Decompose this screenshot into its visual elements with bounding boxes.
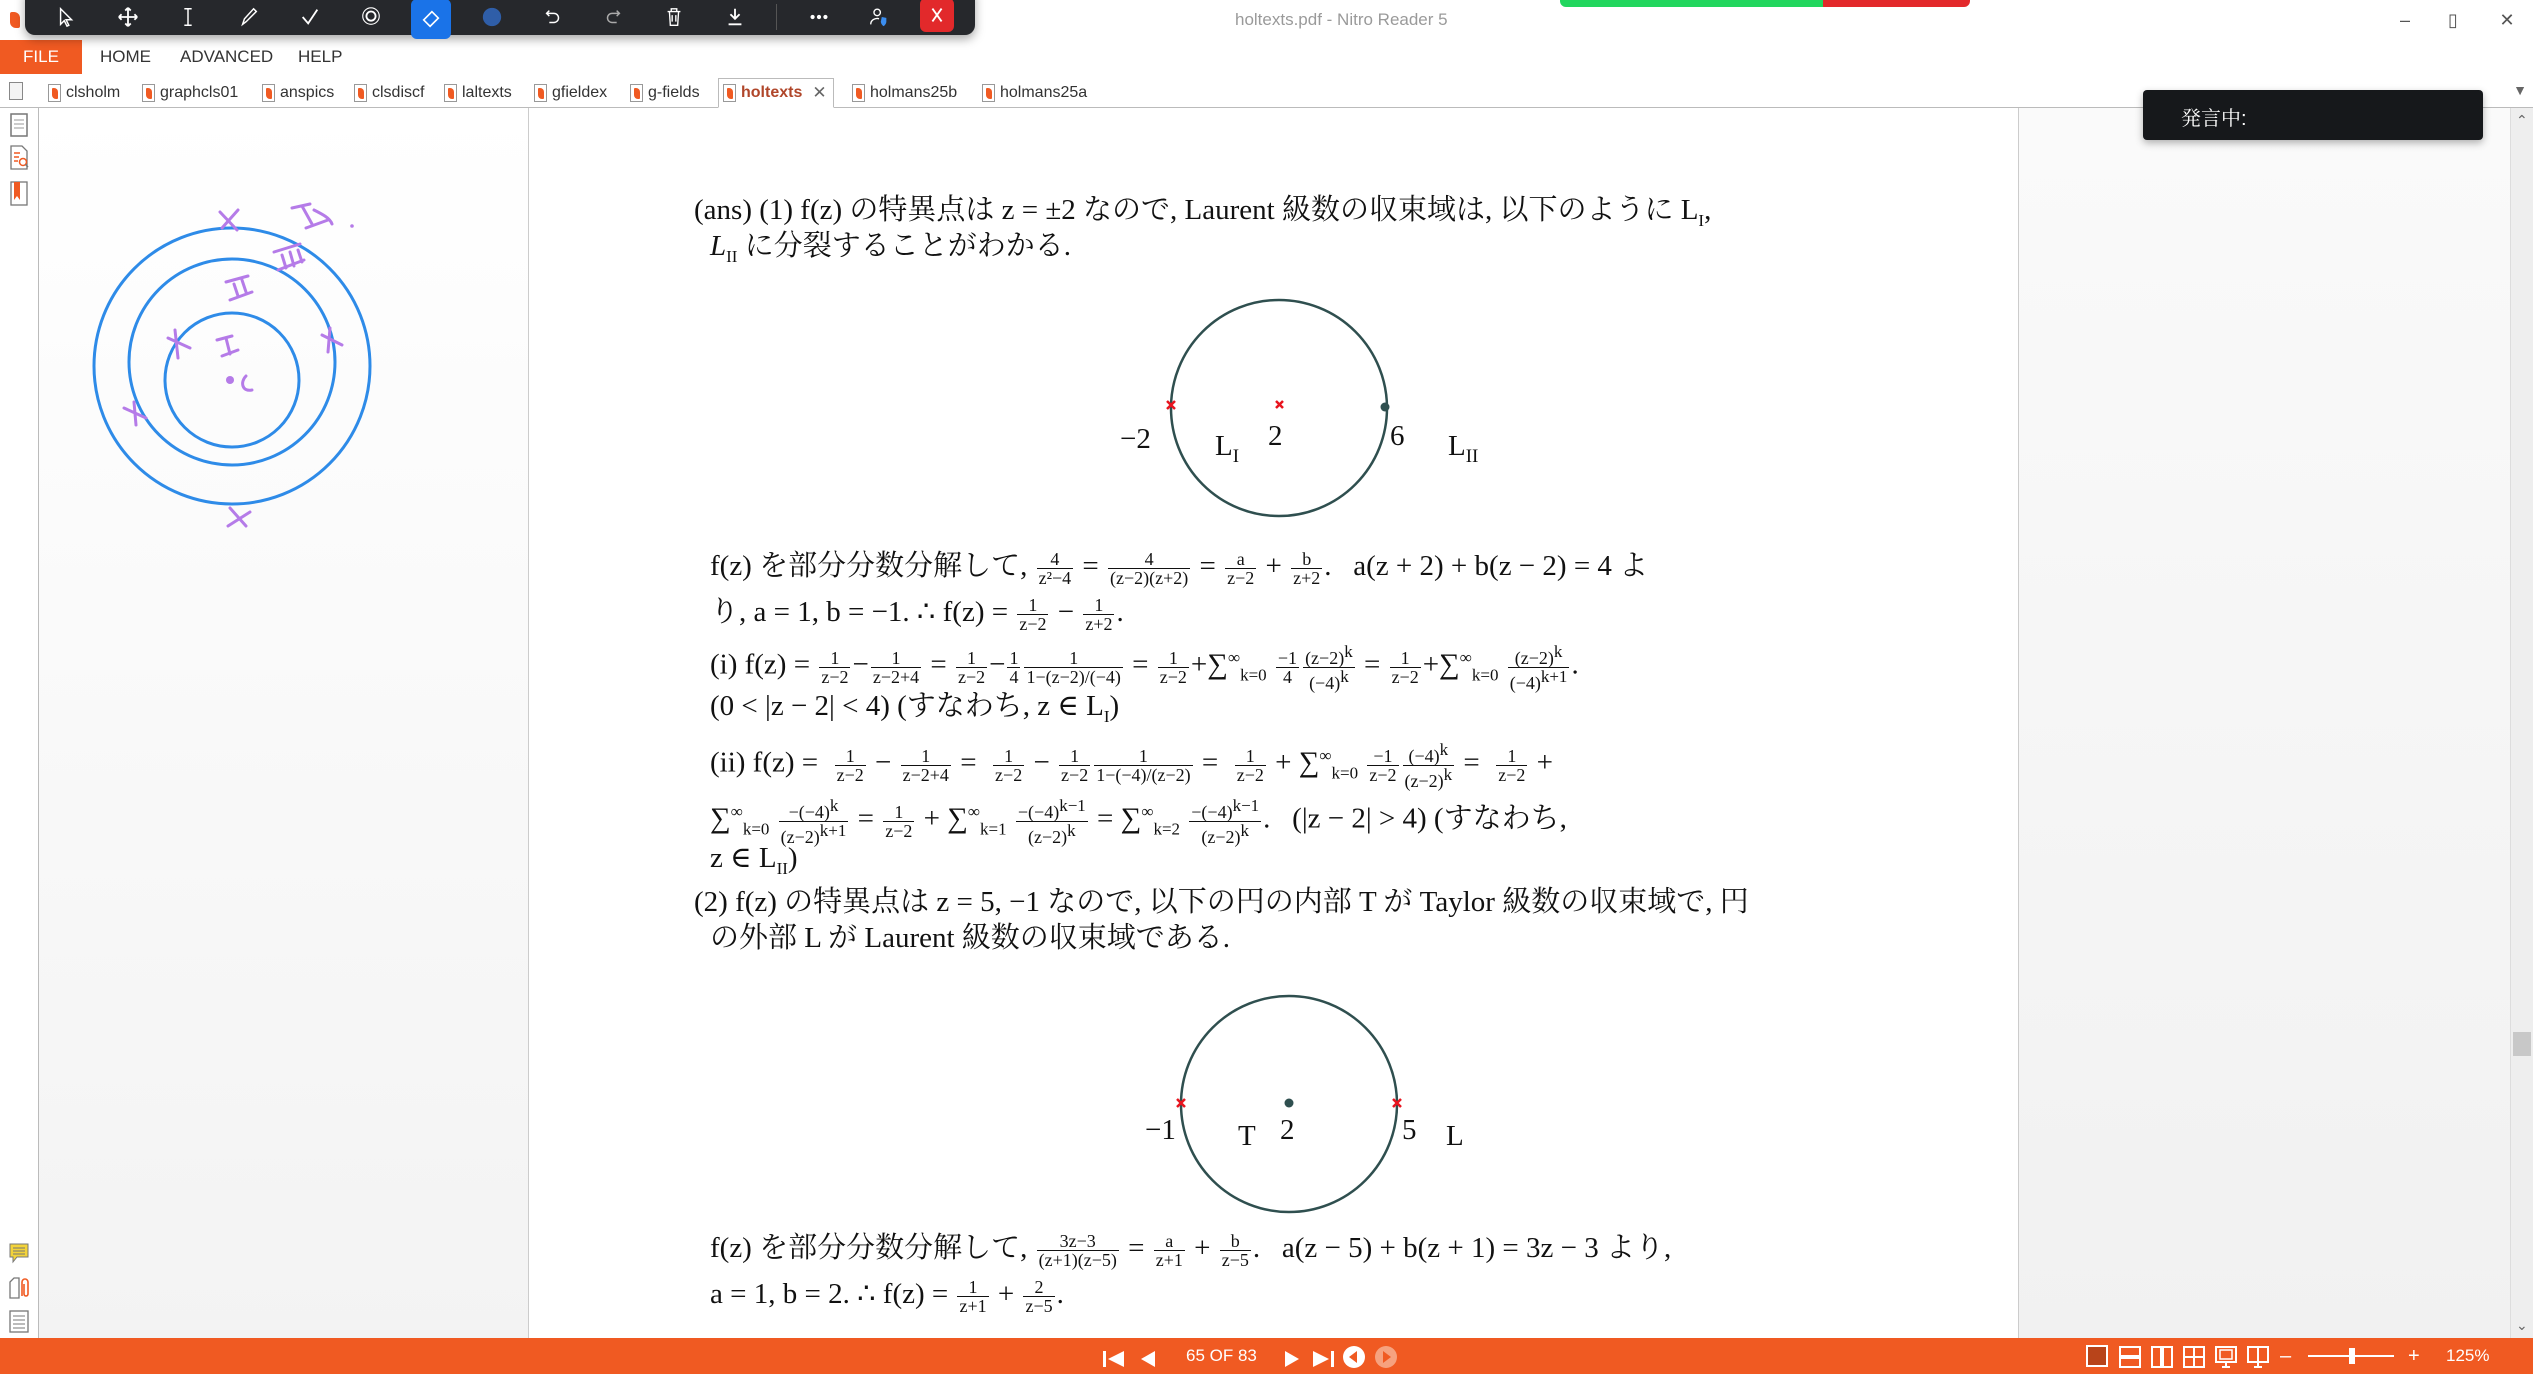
text: a(z + 2) + b(z − 2) = 4 よ [1353,550,1649,582]
label-region-LI: $L_I$ [1215,430,1240,467]
nitro-logo-icon [10,12,20,28]
next-page-icon[interactable] [1282,1347,1302,1371]
tab-label: g-fields [648,84,700,101]
figure-circle [1090,990,1470,1220]
text: L [710,230,727,262]
view-cover-continuous-icon[interactable] [2246,1345,2270,1369]
navigation-pane-strip [0,108,39,1338]
next-view-icon[interactable] [1374,1345,1398,1369]
label-minus-2: −2 [1120,423,1151,455]
partial-fraction-1-line1: f(z) を部分分数分解して, $\frac{4}{\text{z²−4}}$ = $\frac{4}{(z-2)(z+2)}$ = $\frac{a}{z-2}$ + $\frac{b}{z+2}$ . a(z + 2) + b(z − 2) = 4 よ [710,548,1649,588]
tab-holmans25b[interactable] [848,78,963,108]
text: り, a = 1, b = −1. ∴ f(z) = [710,596,1009,628]
case-ii-expansion-line1: (ii) f(z) = $\frac{1}{z-2}$ − $\frac{1}{z-2+4}$ = $\frac{1}{z-2}$ − $\frac{1}{z-2}$ $\frac{1}{1-(-4)/(z-2)}$ = $\frac{1}{z-2}$ + $\sum^\infty_{k=0}$ $\frac{-1}{z-2}$ $\frac{(-4)^k}{(z-2)^k}$ = $\frac{1}{z-2}$ + [710,739,1553,791]
text: (|z − 2| > 4) (すなわち, [1292,802,1567,835]
tab-label: clsholm [66,84,121,101]
label-center-2: 2 [1280,1114,1295,1146]
menu-help[interactable]: HELP [298,47,343,66]
text: a(z − 5) + b(z + 1) = 3z − 3 より, [1281,1232,1672,1264]
text: z ∈ L [710,842,777,874]
tab-anspics[interactable] [258,78,340,108]
undo-icon [542,6,564,28]
figure-taylor-region [1090,990,1470,1220]
pdf-file-icon [354,84,367,102]
close-window-button[interactable]: ✕ [2499,10,2515,30]
label-region-T: T [1238,1120,1256,1152]
tab-label: holtexts [741,84,803,101]
undo-button[interactable] [533,0,573,34]
select-tool-button[interactable] [47,0,87,34]
scroll-up-arrow-icon[interactable]: ⌃ [2516,112,2528,128]
pdf-file-icon [723,84,736,102]
annotation-toolbar [25,0,975,35]
vertical-scrollbar[interactable] [2510,108,2533,1338]
close-tab-button[interactable]: ✕ [812,83,827,102]
text: f(z) を部分分数分解して, [710,550,1028,582]
tab-label: holmans25b [870,84,958,101]
tab-laltexts[interactable] [440,78,518,108]
comments-icon[interactable] [7,1240,31,1268]
last-page-icon[interactable] [1310,1347,1336,1371]
toolbar-divider [776,4,777,30]
pdf-file-icon [630,84,643,102]
close-icon [926,4,948,26]
minimize-button[interactable]: – [2399,10,2410,30]
label-region-L: L [1446,1120,1464,1152]
label-5: 5 [1402,1114,1417,1146]
scrollbar-thumb[interactable] [2513,1032,2531,1056]
tab-list-button[interactable] [9,82,23,100]
pdf-page [530,108,2018,1338]
zoom-slider-thumb[interactable] [2349,1348,2355,1364]
select-arrow-icon [56,6,78,28]
list-icon[interactable] [7,1308,31,1336]
tab-holmans25a[interactable] [978,78,1093,108]
redo-icon [602,6,624,28]
fraction: $\frac{4}{\text{z²−4}}$ [1038,548,1072,588]
check-icon [299,6,321,28]
menu-home[interactable]: HOME [100,47,151,66]
label-region-LII: $L_{II}$ [1448,430,1479,467]
tab-clsholm[interactable] [44,78,126,108]
pen-tool-button[interactable] [229,0,269,34]
text: に分裂することがわかる. [737,230,1071,262]
subscript: II [726,246,738,266]
answer-intro-line2 [710,228,1071,275]
subscript: I [1103,706,1110,726]
page-indicator[interactable]: 65 OF 83 [1186,1346,1257,1365]
label-minus-1: −1 [1145,1114,1176,1146]
comma: , [1704,194,1712,226]
fraction: $\frac{4}{(z-2)(z+2)}$ [1110,548,1189,588]
tab-graphcls01[interactable] [138,78,244,108]
zoom-out-button[interactable]: – [2280,1345,2292,1367]
tab-label: holmans25a [1000,84,1088,101]
spotlight-tool-button[interactable] [351,0,391,34]
subscript: I [1698,210,1705,230]
handwritten-region-diagram [60,180,400,540]
text: (ii) f(z) = [710,746,819,779]
tab-label: clsdiscf [372,84,425,101]
trash-icon [663,6,685,28]
tab-label: laltexts [462,84,512,101]
download-icon [724,6,746,28]
tab-label: graphcls01 [160,84,239,101]
ribbon-menu [0,40,2533,74]
more-options-button[interactable] [799,0,839,34]
part-2-line1: (2) f(z) の特異点は z = 5, −1 なので, 以下の円の内部 T が Taylor 級数の収束域で, 円 [694,886,1749,918]
view-continuous-icon[interactable] [2118,1345,2142,1369]
partial-fraction-2-line1: f(z) を部分分数分解して, $\frac{3z-3}{(z+1)(z-5)}$ = $\frac{a}{z+1}$ + $\frac{b}{z-5}$ . a(z − 5) + b(z + 1) = 3z − 3 より, [710,1230,1672,1270]
pdf-file-icon [534,84,547,102]
recording-indicator [1560,0,1970,7]
fraction: $\frac{b}{z+2}$ [1293,548,1321,588]
more-icon [808,6,830,28]
pdf-file-icon [142,84,155,102]
check-tool-button[interactable] [290,0,330,34]
pdf-file-icon [48,84,61,102]
label-6: 6 [1390,420,1405,452]
eraser-tool-button[interactable] [411,0,451,39]
close-toolbar-button[interactable] [920,0,954,32]
part-2-line2: の外部 L が Laurent 級数の収束域である. [710,922,1231,954]
label-center-2: 2 [1268,420,1283,452]
pdf-file-icon [982,84,995,102]
user-shield-icon [868,6,890,28]
zoom-in-button[interactable]: + [2408,1345,2420,1367]
zoom-level[interactable]: 125% [2446,1346,2490,1365]
figure-circle [1080,298,1470,538]
maximize-button[interactable]: ▯ [2448,10,2458,30]
page-thumbnails-icon[interactable] [7,112,31,140]
menu-file[interactable]: FILE [0,40,82,74]
figure-laurent-regions [1080,298,1479,538]
tab-gfieldex[interactable] [530,78,613,108]
move-icon [117,6,139,28]
text-tool-button[interactable] [168,0,208,34]
fraction: $\frac{a}{z-2}$ [1227,548,1255,588]
search-document-icon[interactable] [7,144,31,172]
pdf-file-icon [444,84,457,102]
case-i-expansion: (i) f(z) = $\frac{1}{z-2}$ − $\frac{1}{z-2+4}$ = $\frac{1}{z-2}$ − $\frac{1}{4}$ $\frac{1}{1-(z-2)/(-4)}$ = $\frac{1}{z-2}$ $+\sum^\infty_{k=0}$ $\frac{-1}{4}$ $\frac{(z-2)^k}{(-4)^k}$ = $\frac{1}{z-2}$ $+\sum^\infty_{k=0}$ $\frac{(z-2)^k}{(-4)^{k+1}}$ . [710,641,1579,693]
color-picker-icon [481,6,503,28]
scroll-down-arrow-icon[interactable]: ⌄ [2516,1317,2528,1333]
view-facing-continuous-icon[interactable] [2182,1345,2206,1369]
tab-label: gfieldex [552,84,608,101]
window-title: holtexts.pdf - Nitro Reader 5 [1235,10,1448,29]
user-settings-button[interactable] [860,0,900,34]
fraction: $\frac{1}{z-2}$ [1019,594,1047,634]
bookmark-icon[interactable] [7,180,31,208]
text: f(z) を部分分数分解して, [710,1232,1028,1264]
status-bar [0,1338,2533,1374]
view-cover-icon[interactable] [2214,1345,2238,1369]
download-button[interactable] [715,0,755,34]
right-side-panel [2018,108,2510,1338]
eraser-icon [420,8,442,30]
tab-holtexts[interactable] [718,78,834,108]
fraction: $\frac{1}{z+2}$ [1085,594,1113,634]
previous-view-icon[interactable] [1342,1345,1366,1369]
attachments-icon[interactable] [7,1274,31,1302]
annotation-panel [39,108,529,1338]
subscript: II [776,858,788,878]
text: (0 < |z − 2| < 4) (すなわち, z ∈ L [710,690,1104,722]
text: (i) f(z) = [710,648,811,681]
tab-label: anspics [280,84,335,101]
text: (ans) (1) f(z) の特異点は z = ±2 なので, Laurent 級数の収束域は, 以下のように L [694,194,1699,226]
tab-g-fields[interactable] [626,78,706,108]
view-facing-icon[interactable] [2150,1345,2174,1369]
pdf-file-icon [852,84,865,102]
text-cursor-icon [177,6,199,28]
menu-advanced[interactable]: ADVANCED [180,47,274,66]
case-ii-expansion-line2: $\sum^\infty_{k=0}$ $\frac{-(-4)^k}{(z-2)^{k+1}}$ = $\frac{1}{z-2}$ + $\sum^\infty_{k=1}$ $\frac{-(-4)^{k-1}}{(z-2)^k}$ = $\sum^\infty_{k=2}$ $\frac{-(-4)^{k-1}}{(z-2)^k}$ . (|z − 2| > 4) (すなわち, [710,795,1567,847]
first-page-icon[interactable] [1102,1347,1128,1371]
case-ii-region: z ∈ $L_{II}$) [710,842,798,878]
move-tool-button[interactable] [108,0,148,34]
previous-page-icon[interactable] [1138,1347,1158,1371]
partial-fraction-2-line2: a = 1, b = 2. ∴ f(z) = $\frac{1}{z+1}$ + $\frac{2}{z-5}$ . [710,1276,1064,1316]
speaking-indicator-toast: 発言中: [2143,90,2483,140]
redo-button[interactable] [594,0,634,34]
color-picker-button[interactable] [472,0,512,34]
partial-fraction-1-line2: り, a = 1, b = −1. ∴ f(z) = $\frac{1}{z-2}$ − $\frac{1}{z+2}$ . [710,594,1124,634]
case-i-region: (0 < |z − 2| < 4) (すなわち, z ∈ $L_I$) [710,690,1120,726]
delete-button[interactable] [654,0,694,34]
text: a = 1, b = 2. ∴ f(z) = [710,1278,949,1310]
pdf-file-icon [262,84,275,102]
view-single-page-button[interactable] [2086,1345,2108,1367]
tab-clsdiscf[interactable] [350,78,430,108]
spotlight-icon [360,6,382,28]
tab-overflow-button[interactable]: ▼ [2513,82,2527,98]
pen-icon [238,6,260,28]
